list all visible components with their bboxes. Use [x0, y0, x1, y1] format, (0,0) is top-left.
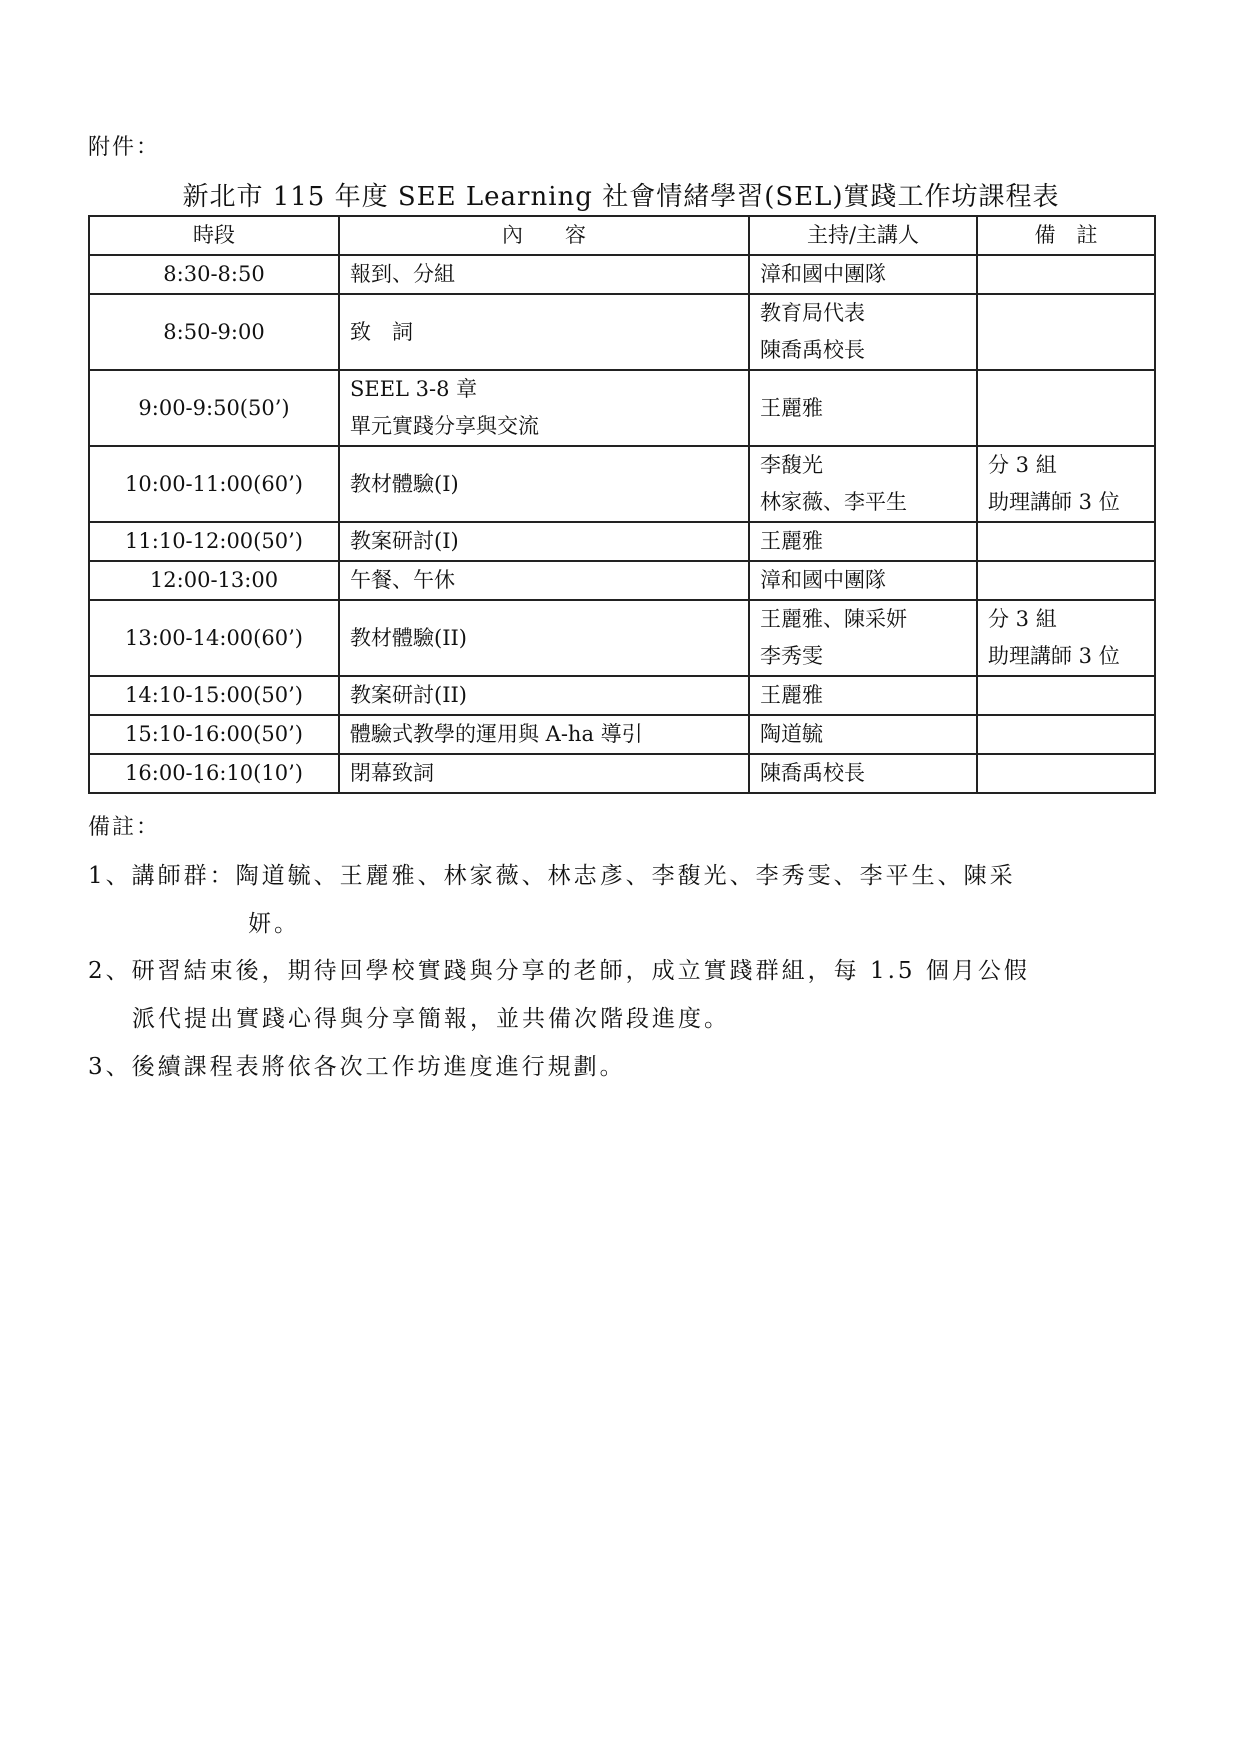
cell-time: [89, 446, 339, 522]
cell-host: [749, 294, 977, 370]
cell-line: 體驗式教學的運用與 A-ha 導引: [350, 722, 643, 746]
cell-note: [977, 561, 1155, 600]
cell-host: [749, 522, 977, 561]
table-row: [89, 754, 1155, 793]
cell-line: 林家薇、李平生: [760, 490, 907, 514]
cell-content: [339, 522, 749, 561]
cell-text: 16:00-16:10(10’): [125, 761, 303, 785]
cell-host: [749, 561, 977, 600]
cell-time: [89, 600, 339, 676]
table-row: [89, 446, 1155, 522]
cell-time: [89, 370, 339, 446]
cell-note: [977, 255, 1155, 294]
cell-line: 分 3 組: [988, 453, 1057, 477]
cell-line: 單元實踐分享與交流: [350, 414, 539, 438]
cell-host: [749, 715, 977, 754]
cell-line: 閉幕致詞: [350, 761, 434, 785]
cell-host: [749, 754, 977, 793]
cell-line: 王麗雅、陳采妍: [760, 607, 907, 631]
table-row: [89, 370, 1155, 446]
cell-text: 14:10-15:00(50’): [125, 683, 303, 707]
cell-content: [339, 255, 749, 294]
cell-line: 李馥光: [760, 453, 823, 477]
cell-text: 13:00-14:00(60’): [125, 625, 303, 650]
cell-content: [339, 754, 749, 793]
table-row: [89, 522, 1155, 561]
cell-line: 漳和國中團隊: [760, 262, 886, 286]
cell-line: 漳和國中團隊: [760, 568, 886, 592]
cell-note: [977, 676, 1155, 715]
table-row: [89, 715, 1155, 754]
cell-content: [339, 561, 749, 600]
cell-line: 王麗雅: [760, 683, 823, 707]
table-row: [89, 676, 1155, 715]
remark-number: 1、: [88, 863, 132, 889]
cell-line: 王麗雅: [760, 395, 823, 420]
cell-content: [339, 676, 749, 715]
header-note: 備 註: [977, 216, 1155, 255]
cell-text: 12:00-13:00: [149, 568, 279, 592]
cell-content: [339, 715, 749, 754]
cell-line: 午餐、午休: [350, 568, 455, 592]
cell-time: [89, 522, 339, 561]
cell-note: [977, 294, 1155, 370]
cell-line: 教育局代表: [760, 301, 865, 325]
remark-item-3: [88, 1043, 1158, 1091]
attachment-label: 附件：: [88, 135, 161, 160]
table-row: [89, 561, 1155, 600]
cell-line: 教案研討(I): [350, 529, 459, 553]
cell-line: 報到、分組: [350, 262, 455, 286]
cell-line: 陳喬禹校長: [760, 761, 865, 785]
cell-note: [977, 754, 1155, 793]
cell-text: 15:10-16:00(50’): [125, 722, 303, 746]
remark-text-line1: 講師群：陶道毓、王麗雅、林家薇、林志彥、李馥光、李秀雯、李平生、陳采: [131, 863, 1016, 889]
schedule-table: [88, 215, 1156, 794]
cell-time: [89, 561, 339, 600]
cell-content: [339, 600, 749, 676]
table-row: [89, 255, 1155, 294]
schedule-body: [89, 255, 1155, 793]
remark-text-line1: 研習結束後，期待回學校實踐與分享的老師，成立實踐群組，每 1.5 個月公假: [131, 958, 1030, 984]
remark-number: 2、: [88, 958, 132, 984]
header-host: 主持/主講人: [749, 216, 977, 255]
cell-line: 教案研討(II): [350, 683, 467, 707]
cell-text: 11:10-12:00(50’): [125, 529, 303, 553]
remarks-title: 備註：: [88, 815, 161, 840]
remark-number: 3、: [88, 1054, 132, 1080]
cell-time: [89, 754, 339, 793]
table-row: [89, 600, 1155, 676]
cell-text: 8:50-9:00: [163, 319, 265, 344]
cell-host: [749, 676, 977, 715]
cell-time: [89, 676, 339, 715]
header-content: 內 容: [339, 216, 749, 255]
table-header-row: [89, 216, 1155, 255]
cell-line: 王麗雅: [760, 529, 823, 553]
cell-host: [749, 600, 977, 676]
remark-text-line2: 派代提出實踐心得與分享簡報，並共備次階段進度。: [132, 1006, 730, 1032]
cell-note: [977, 600, 1155, 676]
cell-content: [339, 370, 749, 446]
cell-time: [89, 715, 339, 754]
cell-note: [977, 715, 1155, 754]
cell-host: [749, 370, 977, 446]
header-time: 時段: [89, 216, 339, 255]
cell-line: 助理講師 3 位: [988, 490, 1120, 514]
cell-host: [749, 255, 977, 294]
cell-note: [977, 370, 1155, 446]
cell-host: [749, 446, 977, 522]
cell-note: [977, 522, 1155, 561]
cell-line: 致 詞: [350, 319, 413, 344]
cell-line: SEEL 3-8 章: [350, 377, 478, 401]
cell-content: [339, 446, 749, 522]
remark-item-1: [88, 852, 1158, 948]
cell-line: 分 3 組: [988, 607, 1057, 631]
cell-line: 陶道毓: [760, 722, 823, 746]
remark-text-line2: 妍。: [248, 911, 300, 937]
table-row: [89, 294, 1155, 370]
cell-text: 9:00-9:50(50’): [138, 395, 290, 420]
cell-content: [339, 294, 749, 370]
cell-time: [89, 294, 339, 370]
cell-line: 李秀雯: [760, 644, 823, 668]
remark-text-line1: 後續課程表將依各次工作坊進度進行規劃。: [131, 1054, 626, 1080]
cell-line: 教材體驗(II): [350, 625, 467, 650]
cell-text: 10:00-11:00(60’): [125, 471, 303, 496]
cell-note: [977, 446, 1155, 522]
cell-line: 助理講師 3 位: [988, 644, 1120, 668]
page-title: 新北市 115 年度 SEE Learning 社會情緒學習(SEL)實踐工作坊課程表: [182, 182, 1060, 212]
remark-item-2: [88, 947, 1158, 1043]
cell-line: 陳喬禹校長: [760, 338, 865, 362]
cell-time: [89, 255, 339, 294]
cell-text: 8:30-8:50: [163, 262, 265, 286]
cell-line: 教材體驗(I): [350, 471, 459, 496]
